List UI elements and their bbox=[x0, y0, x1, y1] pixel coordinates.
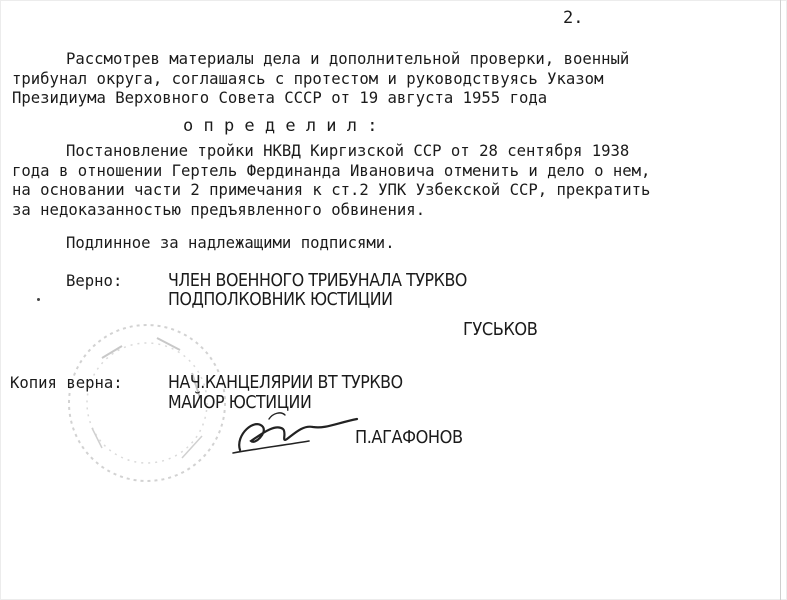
certified-title-line-2: ПОДПОЛКОВНИК ЮСТИЦИИ bbox=[168, 289, 393, 310]
copy-title-line-2: МАЙОР ЮСТИЦИИ bbox=[168, 392, 312, 413]
ink-dot bbox=[37, 298, 40, 301]
copy-title-line-1: НАЧ.КАНЦЕЛЯРИИ ВТ ТУРКВО bbox=[168, 372, 403, 393]
preamble-line-2: трибунал округа, соглашаясь с протестом и руководствуясь Указом bbox=[12, 70, 604, 88]
certified-name: ГУСЬКОВ bbox=[463, 319, 538, 340]
decision-line-4: за недоказанностью предъявленного обвинения. bbox=[12, 201, 426, 219]
decision-line-1: Постановление тройки НКВД Киргизской ССР от 28 сентября 1938 bbox=[66, 142, 630, 160]
handwritten-signature-icon bbox=[225, 405, 365, 460]
decision-line-2: года в отношении Гертель Фердинанда Ивановича отменить и дело о нем, bbox=[12, 162, 651, 180]
copy-label: Копия верна: bbox=[10, 374, 123, 392]
copy-name: П.АГАФОНОВ bbox=[355, 427, 463, 448]
preamble-line-1: Рассмотрев материалы дела и дополнительной проверки, военный bbox=[66, 50, 630, 68]
certified-label: Верно: bbox=[66, 272, 123, 290]
page-number: 2. bbox=[563, 8, 584, 28]
certified-title-line-1: ЧЛЕН ВОЕННОГО ТРИБУНАЛА ТУРКВО bbox=[168, 270, 467, 291]
decision-heading: о п р е д е л и л : bbox=[183, 116, 378, 136]
page-edge bbox=[780, 0, 781, 600]
original-note: Подлинное за надлежащими подписями. bbox=[66, 234, 395, 252]
decision-line-3: на основании части 2 примечания к ст.2 УПК Узбекской ССР, прекратить bbox=[12, 181, 651, 199]
preamble-line-3: Президиума Верховного Совета СССР от 19 августа 1955 года bbox=[12, 89, 548, 107]
